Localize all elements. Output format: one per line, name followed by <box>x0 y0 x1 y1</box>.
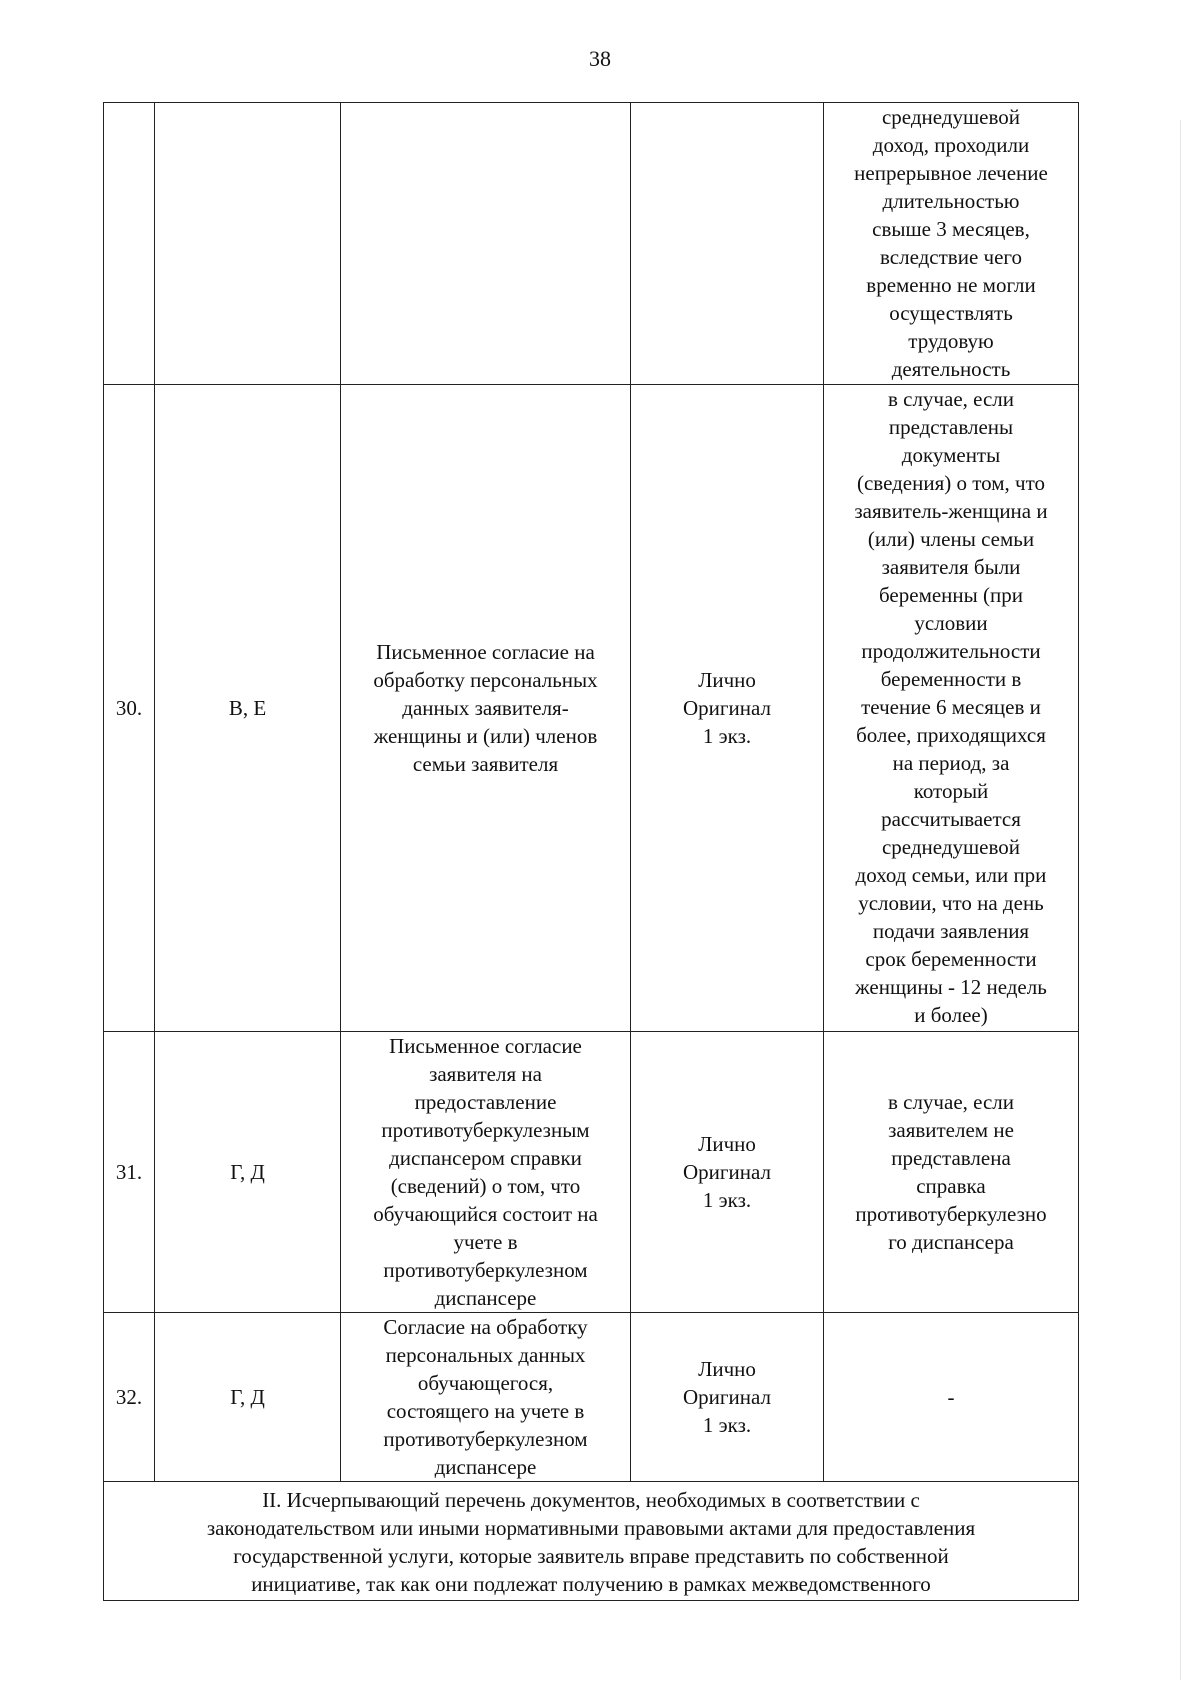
section-heading-line: законодательством или иными нормативными правовыми актами для предоставления <box>206 1516 976 1540</box>
requirement-condition-line: в случае, если <box>887 1090 1015 1114</box>
row-number <box>104 103 155 385</box>
requirement-condition-line: го диспансера <box>888 1230 1014 1254</box>
document-name-line: семьи заявителя <box>412 752 559 776</box>
section-heading-line: государственной услуги, которые заявитель вправе представить по собственной <box>233 1544 949 1568</box>
requirement-condition-line: среднедушевой <box>881 835 1021 859</box>
row-number: 31. <box>104 1032 155 1313</box>
document-name <box>341 103 631 385</box>
table-row <box>104 1032 1079 1313</box>
requirement-condition-line: заявителем не <box>888 1118 1014 1142</box>
document-name-line: обработку персональных <box>373 668 598 692</box>
submission-form <box>631 1032 824 1313</box>
requirement-condition <box>824 103 1079 385</box>
submission-form-line: 1 экз. <box>702 1413 752 1437</box>
submission-form <box>631 103 824 385</box>
requirement-condition-line: представлена <box>891 1146 1011 1170</box>
requirement-condition-line: противотуберкулезно <box>855 1202 1047 1226</box>
requirement-condition-line: женщины - 12 недель <box>855 975 1047 999</box>
requirement-condition-line: временно не могли <box>866 273 1036 297</box>
requirement-condition-line: длительностью <box>882 189 1020 213</box>
document-name-line: противотуберкулезном <box>383 1258 588 1282</box>
submission-form-line: Лично <box>698 1132 756 1156</box>
row-number: 30. <box>104 385 155 1032</box>
section-heading <box>104 1482 1079 1601</box>
requirement-condition-line: в случае, если <box>887 387 1015 411</box>
submission-form-line: Оригинал <box>683 1160 771 1184</box>
document-name-line: (сведений) о том, что <box>390 1174 581 1198</box>
applicant-categories <box>155 103 341 385</box>
requirement-condition-line: (сведения) о том, что <box>856 471 1046 495</box>
section-heading-row <box>104 1482 1079 1601</box>
requirement-condition-line: подачи заявления <box>872 919 1030 943</box>
requirement-condition-line: беременности в <box>880 667 1022 691</box>
applicant-categories: Г, Д <box>155 1032 341 1313</box>
document-name-line: обучающегося, <box>417 1371 554 1395</box>
documents-table <box>103 102 1079 1601</box>
requirement-condition-line: (или) члены семьи <box>867 527 1035 551</box>
requirement-condition-line: условии <box>914 611 988 635</box>
table-row <box>104 103 1079 385</box>
scan-edge-line <box>1180 120 1181 1680</box>
requirement-condition-line: течение 6 месяцев и <box>861 695 1041 719</box>
table-row <box>104 385 1079 1032</box>
submission-form <box>631 1313 824 1482</box>
section-heading-line: инициативе, так как они подлежат получению в рамках межведомственного <box>251 1572 931 1596</box>
table-row <box>104 1313 1079 1482</box>
document-name <box>341 1313 631 1482</box>
requirement-condition-line: непрерывное лечение <box>854 161 1048 185</box>
document-name-line: учете в <box>453 1230 518 1254</box>
requirement-condition <box>824 1032 1079 1313</box>
requirement-condition-line: более, приходящихся <box>856 723 1046 747</box>
document-name <box>341 385 631 1032</box>
requirement-condition-line: - <box>947 1385 955 1409</box>
document-name-line: диспансере <box>434 1286 537 1310</box>
submission-form-line: Оригинал <box>683 1385 771 1409</box>
document-name-line: противотуберкулезном <box>383 1427 588 1451</box>
submission-form-line: Лично <box>698 668 756 692</box>
page-number: 38 <box>589 46 611 71</box>
document-name-line: персональных данных <box>385 1343 586 1367</box>
requirement-condition-line: заявитель-женщина и <box>854 499 1048 523</box>
requirement-condition-line: рассчитывается <box>881 807 1021 831</box>
row-number: 32. <box>104 1313 155 1482</box>
requirement-condition-line: деятельность <box>891 357 1011 381</box>
document-name-line: Письменное согласие на <box>376 640 595 664</box>
requirement-condition-line: продолжительности <box>861 639 1041 663</box>
requirement-condition-line: который <box>913 779 989 803</box>
submission-form-line: Оригинал <box>683 696 771 720</box>
requirement-condition-line: беременны (при <box>879 583 1023 607</box>
requirement-condition-line: доход, проходили <box>872 133 1030 157</box>
requirement-condition <box>824 1313 1079 1482</box>
requirement-condition-line: условии, что на день <box>858 891 1044 915</box>
document-name-line: диспансером справки <box>389 1146 582 1170</box>
document-name-line: диспансере <box>434 1455 537 1479</box>
document-name-line: предоставление <box>414 1090 557 1114</box>
requirement-condition-line: осуществлять <box>889 301 1013 325</box>
section-heading-line: II. Исчерпывающий перечень документов, необходимых в соответствии с <box>262 1488 920 1512</box>
document-name-line: противотуберкулезным <box>381 1118 590 1142</box>
submission-form <box>631 385 824 1032</box>
requirement-condition-line: среднедушевой <box>881 105 1021 129</box>
requirement-condition-line: срок беременности <box>865 947 1037 971</box>
requirement-condition-line: на период, за <box>892 751 1010 775</box>
requirement-condition-line: и более) <box>914 1003 988 1027</box>
requirement-condition-line: справка <box>916 1174 986 1198</box>
document-name-line: состоящего на учете в <box>386 1399 585 1423</box>
applicant-categories: Г, Д <box>155 1313 341 1482</box>
submission-form-line: 1 экз. <box>702 724 752 748</box>
document-name <box>341 1032 631 1313</box>
requirement-condition-line: доход семьи, или при <box>855 863 1047 887</box>
requirement-condition-line: свыше 3 месяцев, <box>872 217 1030 241</box>
submission-form-line: 1 экз. <box>702 1188 752 1212</box>
document-name-line: женщины и (или) членов <box>373 724 598 748</box>
table-body <box>104 103 1079 1601</box>
requirement-condition-line: документы <box>901 443 1001 467</box>
submission-form-line: Лично <box>698 1357 756 1381</box>
document-name-line: данных заявителя- <box>402 696 569 720</box>
document-name-line: заявителя на <box>429 1062 542 1086</box>
requirement-condition <box>824 385 1079 1032</box>
requirement-condition-line: вследствие чего <box>879 245 1023 269</box>
requirement-condition-line: заявителя были <box>881 555 1021 579</box>
requirement-condition-line: трудовую <box>908 329 994 353</box>
applicant-categories: В, Е <box>155 385 341 1032</box>
document-name-line: Согласие на обработку <box>383 1315 588 1339</box>
requirement-condition-line: представлены <box>888 415 1014 439</box>
document-name-line: Письменное согласие <box>389 1034 582 1058</box>
document-name-line: обучающийся состоит на <box>373 1202 598 1226</box>
